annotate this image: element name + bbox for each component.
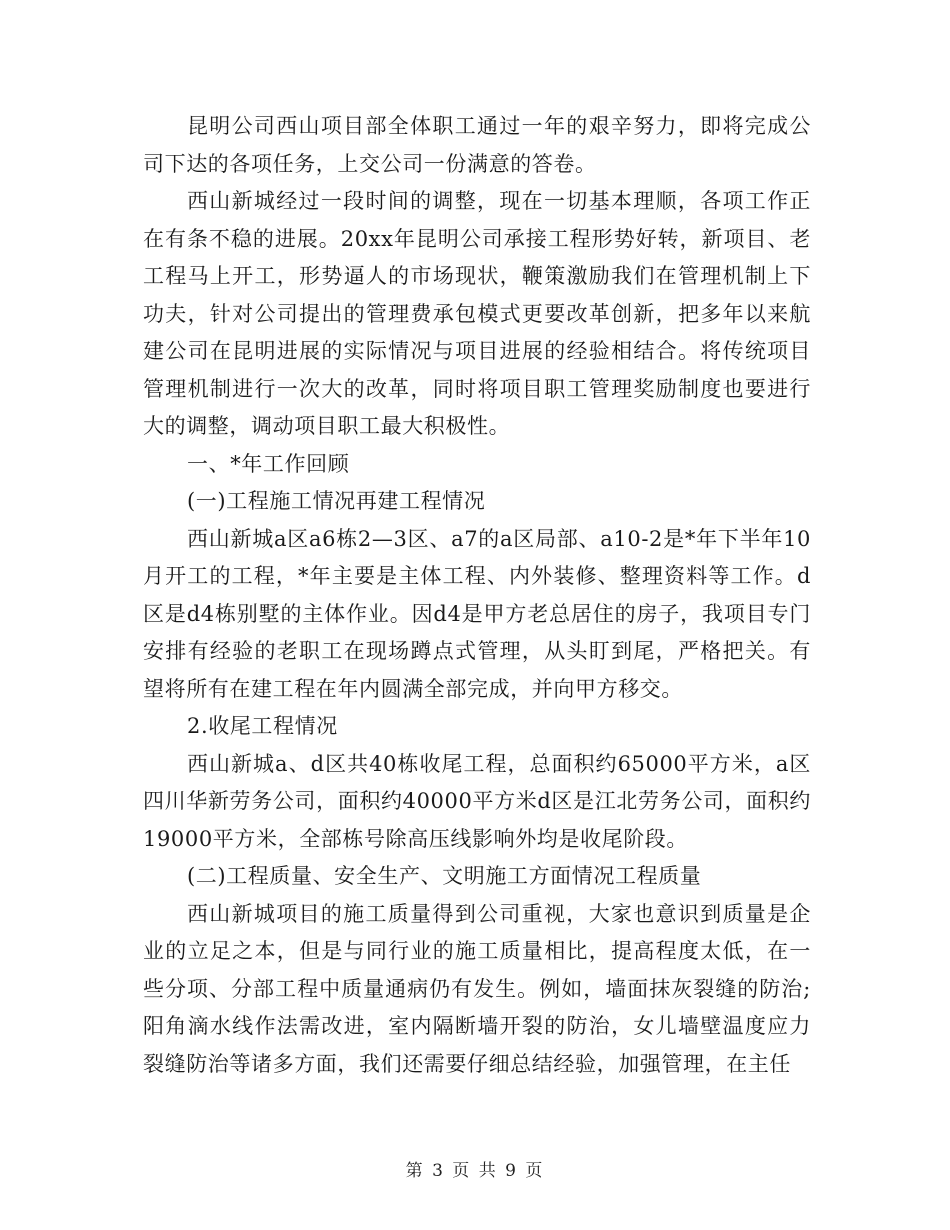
document-body	[143, 108, 811, 1083]
section-heading-review: 一、*年工作回顾	[187, 451, 350, 476]
paragraph-intro: 昆明公司西山项目部全体职工通过一年的艰辛努力，即将完成公司下达的各项任务，上交公司一份满意的答卷。	[143, 114, 811, 176]
paragraph-construction: 西山新城a区a6栋2—3区、a7的a区局部、a10-2是*年下半年10月开工的工程，*年主要是主体工程、内外装修、整理资料等工作。d区是d4栋别墅的主体作业。因d4是甲方老总居住的房子，我项目专门安排有经验的老职工在现场蹲点式管理，从头盯到尾，严格把关。有望将所有在建工程在年内圆满全部完成，并向甲方移交。	[143, 526, 811, 701]
paragraph-overview: 西山新城经过一段时间的调整，现在一切基本理顺，各项工作正在有条不稳的进展。20xx年昆明公司承接工程形势好转，新项目、老工程马上开工，形势逼人的市场现状，鞭策激励我们在管理机制上下功夫，针对公司提出的管理费承包模式更要改革创新，把多年以来航建公司在昆明进展的实际情况与项目进展的经验相结合。将传统项目管理机制进行一次大的改革，同时将项目职工管理奖励制度也要进行大的调整，调动项目职工最大积极性。	[143, 189, 811, 438]
paragraph-quality: 西山新城项目的施工质量得到公司重视，大家也意识到质量是企业的立足之本，但是与同行业的施工质量相比，提高程度太低，在一些分项、分部工程中质量通病仍有发生。例如，墙面抹灰裂缝的防治;阳角滴水线作法需改进，室内隔断墙开裂的防治，女儿墙壁温度应力裂缝防治等诸多方面，我们还需要仔细总结经验，加强管理，在主任	[143, 901, 811, 1076]
subsection-heading-closing: 2.收尾工程情况	[187, 714, 338, 738]
paragraph-closing: 西山新城a、d区共40栋收尾工程，总面积约65000平方米，a区四川华新劳务公司，面积约40000平方米d区是江北劳务公司，面积约19000平方米，全部栋号除高压线影响外均是收尾阶段。	[143, 751, 811, 851]
subsection-heading-construction: (一)工程施工情况再建工程情况	[187, 489, 486, 513]
page-number-footer: 第 3 页 共 9 页	[405, 1161, 545, 1181]
subsection-heading-quality: (二)工程质量、安全生产、文明施工方面情况工程质量	[187, 864, 702, 888]
